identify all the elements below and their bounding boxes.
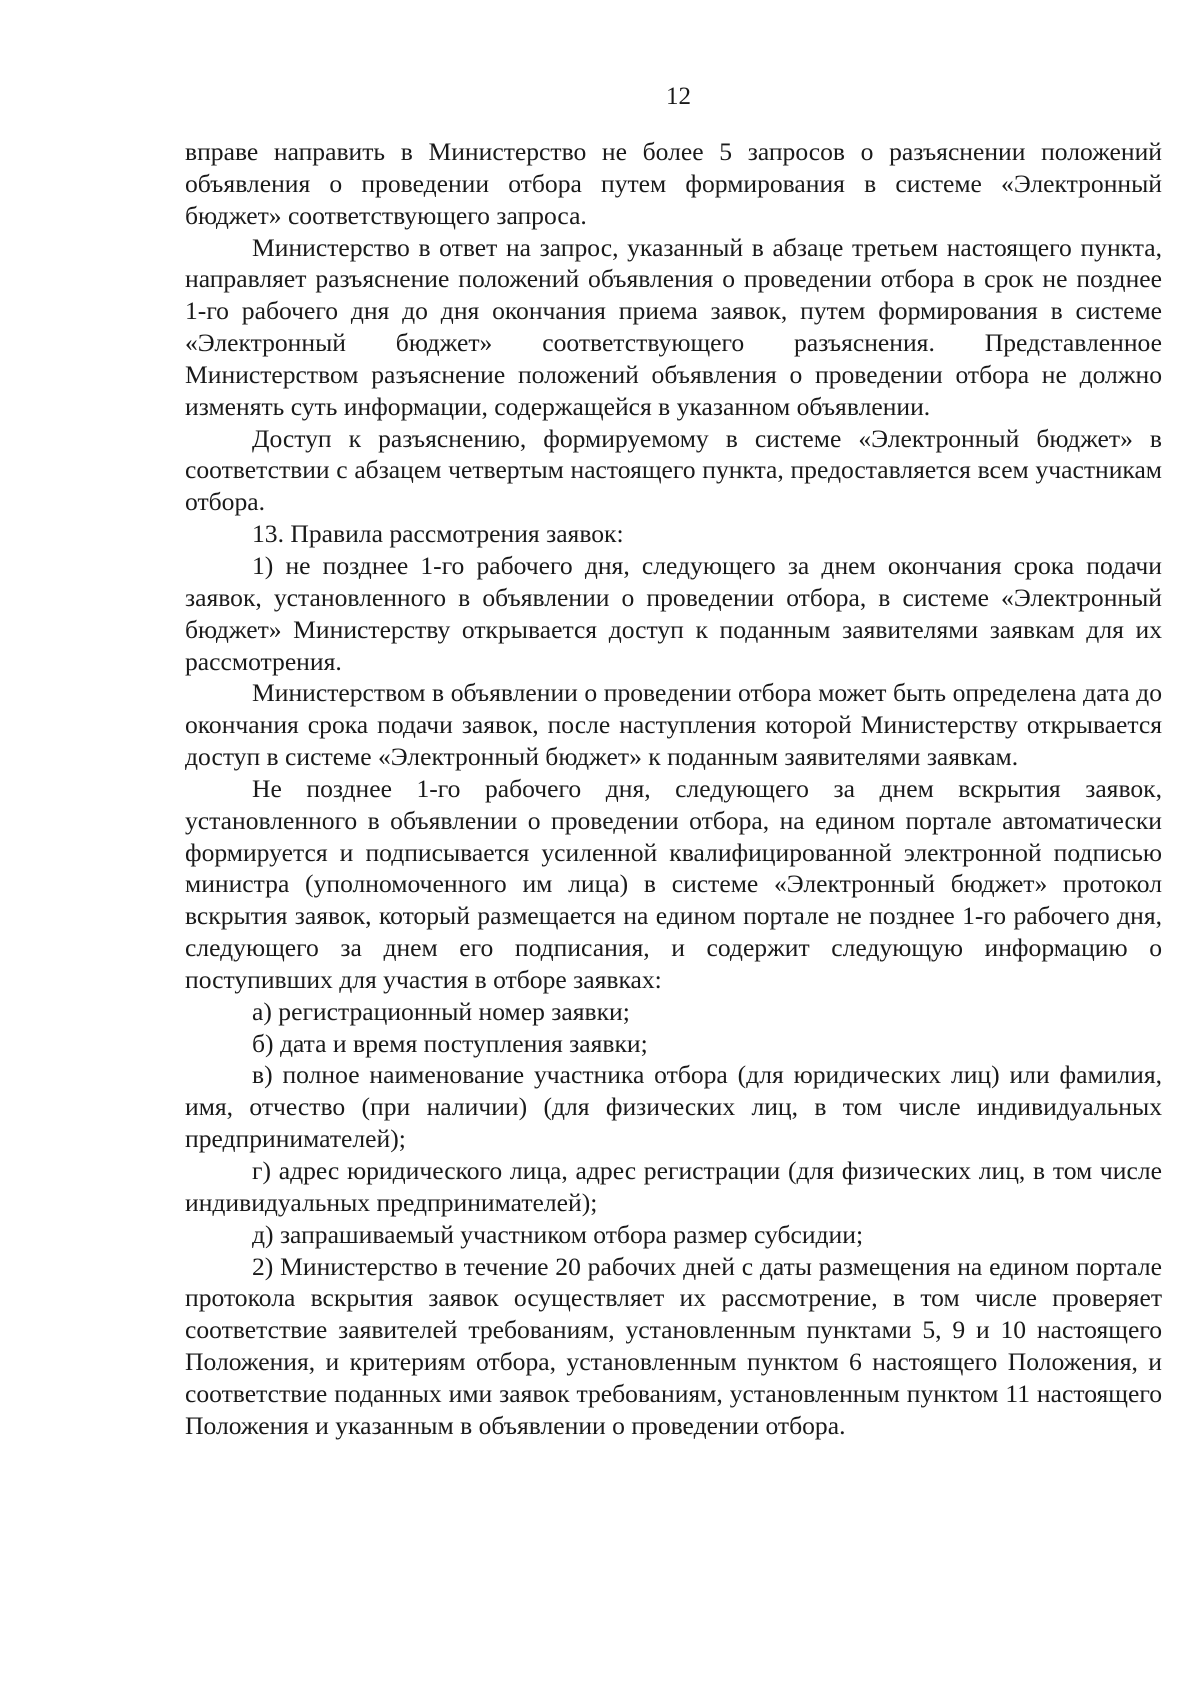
paragraph-continuation: вправе направить в Министерство не более 5 запросов о разъяснении положений объявления о проведении отбора путем формирования в системе «Электронный бюджет» соответствующего запроса. xyxy=(185,137,1162,230)
sub-item-v: в) полное наименование участника отбора (для юридических лиц) или фамилия, имя, отчество (при наличии) (для физических лиц, в том числе индивидуальных предпринимателей); xyxy=(185,1060,1162,1154)
paragraph-ministry-answer: Министерство в ответ на запрос, указанный в абзаце третьем настоящего пункта, направляет разъяснение положений объявления о проведении отбора в срок не позднее 1-го рабочего дня до дня окончания приема заявок, путем формирования в системе «Электронный бюджет» соответствующего разъяснения. Представленное Министерством разъяснение положений объявления о проведении отбора не должно изменять суть информации, содержащейся в указанном объявлении. xyxy=(185,232,1162,421)
page-number: 12 xyxy=(666,83,691,110)
list-item-2: 2) Министерство в течение 20 рабочих дней с даты размещения на едином портале протокола вскрытия заявок осуществляет их рассмотрение, в том числе проверяет соответствие заявителей требованиям, установленным пунктами 5, 9 и 10 настоящего Положения, и критериям отбора, установленным пунктом 6 настоящего Положения, и соответствие поданных ими заявок требованиям, установленным пунктом 11 настоящего Положения и указанным в объявлении о проведении отбора. xyxy=(185,1251,1162,1440)
section-heading-13: 13. Правила рассмотрения заявок: xyxy=(252,519,624,549)
paragraph-protocol: Не позднее 1-го рабочего дня, следующего за днем вскрытия заявок, установленного в объявлении о проведении отбора, на едином портале автоматически формируется и подписывается усиленной квалифицированной электронной подписью министра (уполномоченного им лица) в системе «Электронный бюджет» протокол вскрытия заявок, который размещается на едином портале не позднее 1-го рабочего дня, следующего за днем его подписания, и содержит следующую информацию о поступивших для участия в отборе заявках: xyxy=(185,773,1162,994)
document-body xyxy=(185,136,1162,1442)
sub-item-d: д) запрашиваемый участником отбора размер субсидии; xyxy=(252,1219,864,1249)
paragraph-date-definition: Министерством в объявлении о проведении отбора может быть определена дата до окончания срока подачи заявок, после наступления которой Министерству открывается доступ в системе «Электронный бюджет» к поданным заявителями заявкам. xyxy=(185,678,1162,772)
list-item-1: 1) не позднее 1-го рабочего дня, следующего за днем окончания срока подачи заявок, установленного в объявлении о проведении отбора, в системе «Электронный бюджет» Министерству открывается доступ к поданным заявителями заявкам для их рассмотрения. xyxy=(185,550,1162,676)
sub-item-a: а) регистрационный номер заявки; xyxy=(252,996,630,1026)
sub-item-g: г) адрес юридического лица, адрес регистрации (для физических лиц, в том числе индивидуальных предпринимателей); xyxy=(185,1156,1162,1217)
paragraph-access-clarification: Доступ к разъяснению, формируемому в системе «Электронный бюджет» в соответствии с абзацем четвертым настоящего пункта, предоставляется всем участникам отбора. xyxy=(185,423,1162,517)
sub-item-b: б) дата и время поступления заявки; xyxy=(252,1028,648,1058)
